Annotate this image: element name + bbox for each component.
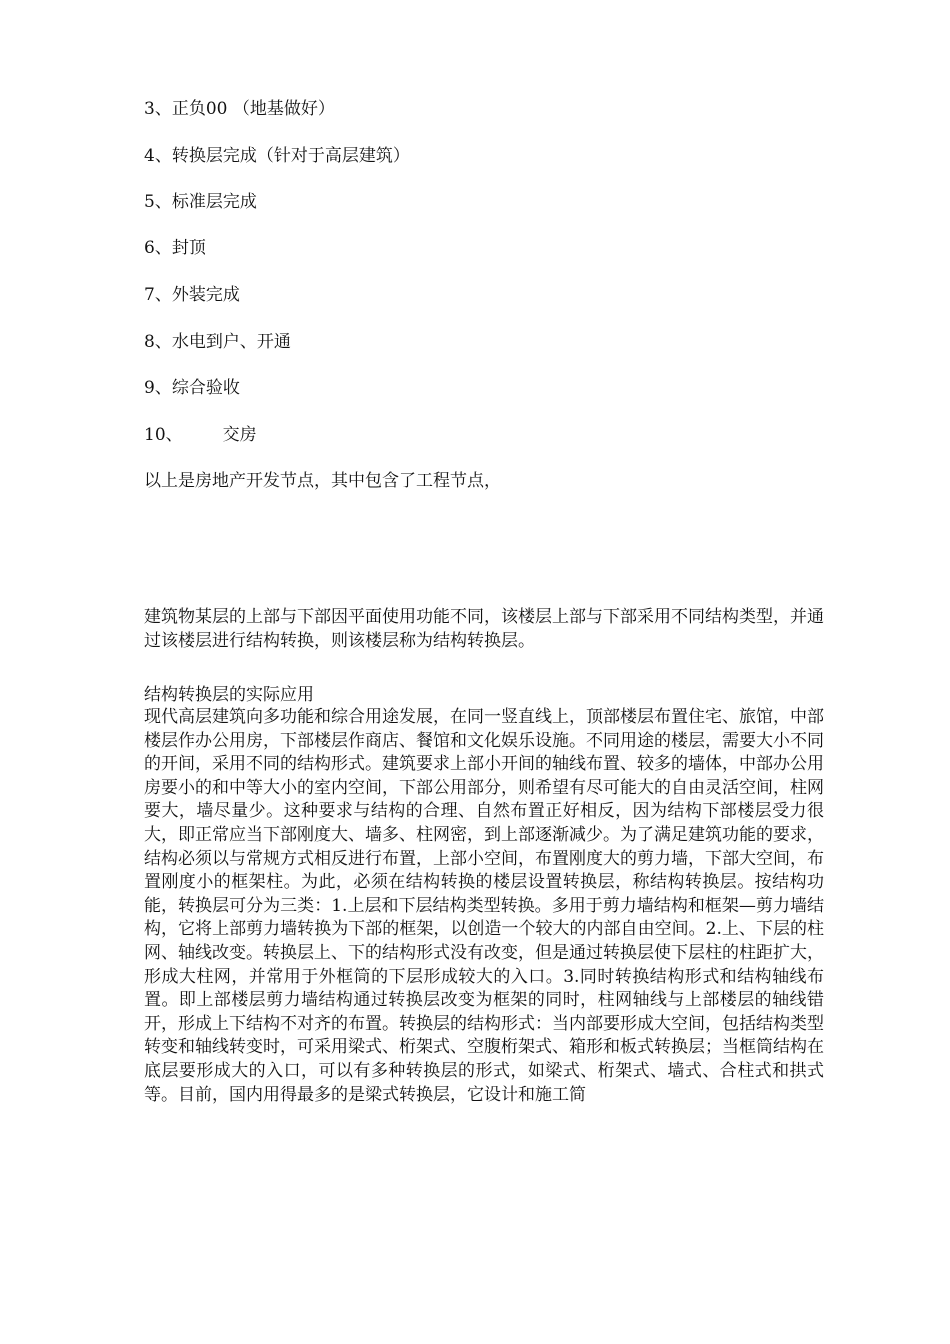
milestone-text: 交房 bbox=[222, 425, 257, 445]
milestone-number: 9、 bbox=[144, 378, 172, 398]
milestone-item bbox=[144, 190, 257, 214]
milestone-item bbox=[144, 423, 257, 447]
milestone-text: 转换层完成（针对于高层建筑） bbox=[171, 146, 410, 166]
milestone-item bbox=[144, 283, 240, 307]
milestone-number: 5、 bbox=[144, 192, 172, 212]
milestone-number: 8、 bbox=[144, 332, 172, 352]
milestone-text: 外装完成 bbox=[171, 285, 240, 305]
milestone-number: 10、 bbox=[144, 425, 183, 445]
milestone-text: 封顶 bbox=[171, 238, 206, 258]
milestone-text: 水电到户、开通 bbox=[171, 332, 291, 352]
body-paragraph: 现代高层建筑向多功能和综合用途发展，在同一竖直线上，顶部楼层布置住宅、旅馆，中部楼层作办公用房，下部楼层作商店、餐馆和文化娱乐设施。不同用途的楼层，需要大小不同的开间，采用不同的结构形式。建筑要求上部小开间的轴线布置、较多的墙体，中部办公用房要小的和中等大小的室内空间，下部公用部分，则希望有尽可能大的自由灵活空间，柱网要大，墙尽量少。这种要求与结构的合理、自然布置正好相反，因为结构下部楼层受力很大，即正常应当下部刚度大、墙多、柱网密，到上部逐渐减少。为了满足建筑功能的要求，结构必须以与常规方式相反进行布置，上部小空间，布置刚度大的剪力墙，下部大空间，布置刚度小的框架柱。为此，必须在结构转换的楼层设置转换层，称结构转换层。按结构功能，转换层可分为三类：1.上层和下层结构类型转换。多用于剪力墙结构和框架—剪力墙结构，它将上部剪力墙转换为下部的框架，以创造一个较大的内部自由空间。2.上、下层的柱网、轴线改变。转换层上、下的结构形式没有改变，但是通过转换层使下层柱的柱距扩大，形成大柱网，并常用于外框筒的下层形成较大的入口。3.同时转换结构形式和结构轴线布置。即上部楼层剪力墙结构通过转换层改变为框架的同时，柱网轴线与上部楼层的轴线错开，形成上下结构不对齐的布置。转换层的结构形式：当内部要形成大空间，包括结构类型转变和轴线转变时，可采用梁式、桁架式、空腹桁架式、箱形和板式转换层；当框筒结构在底层要形成大的入口，可以有多种转换层的形式，如梁式、桁架式、墙式、合柱式和拱式等。目前，国内用得最多的是梁式转换层，它设计和施工简 bbox=[144, 707, 824, 1105]
milestone-number: 4、 bbox=[144, 146, 172, 166]
summary-text: 以上是房地产开发节点，其中包含了工程节点， bbox=[144, 471, 501, 491]
milestone-text: 标准层完成 bbox=[171, 192, 257, 212]
milestone-item bbox=[144, 144, 410, 168]
milestone-item bbox=[144, 330, 291, 354]
milestone-number: 7、 bbox=[144, 285, 172, 305]
milestone-text: 综合验收 bbox=[171, 378, 240, 398]
definition-paragraph: 建筑物某层的上部与下部因平面使用功能不同，该楼层上部与下部采用不同结构类型，并通过该楼层进行结构转换，则该楼层称为结构转换层。 bbox=[144, 607, 824, 651]
milestone-text: 正负00 （地基做好） bbox=[171, 99, 335, 119]
milestone-number: 3、 bbox=[144, 99, 172, 119]
section-heading: 结构转换层的实际应用 bbox=[144, 685, 314, 705]
milestone-item bbox=[144, 376, 240, 400]
milestone-item bbox=[144, 236, 206, 260]
milestone-number: 6、 bbox=[144, 238, 172, 258]
milestone-item bbox=[144, 97, 335, 121]
